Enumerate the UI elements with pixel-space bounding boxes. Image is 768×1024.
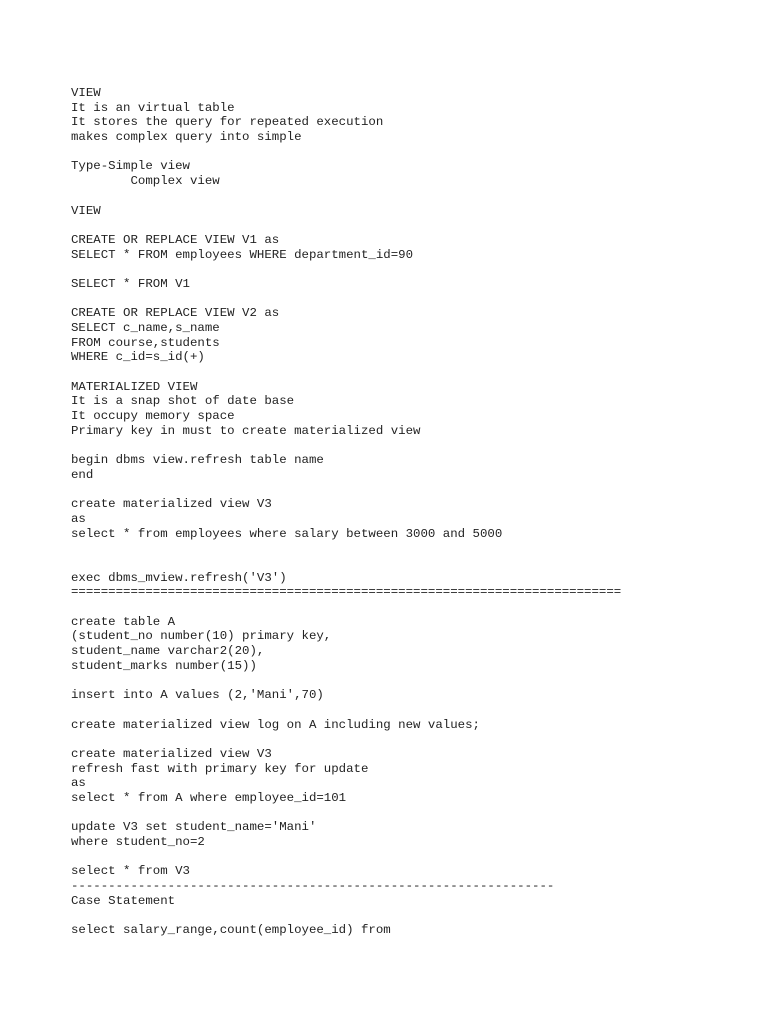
text-line: -----------------------------------------------------------------: [71, 879, 555, 894]
text-line: [71, 674, 731, 689]
text-line: SELECT c_name,s_name: [71, 321, 220, 335]
text-line: [71, 806, 731, 821]
text-line: [71, 439, 731, 454]
text-line: where student_no=2: [71, 835, 205, 850]
text-line: FROM course,students: [71, 335, 220, 350]
text-line: student_marks number(15)): [71, 658, 257, 673]
text-line: [71, 292, 731, 307]
text-line: [71, 189, 731, 204]
text-line: create table A: [71, 614, 176, 629]
text-line: [71, 541, 731, 556]
text-line: MATERIALIZED VIEW: [71, 379, 198, 394]
text-line: Type-Simple view: [71, 159, 190, 174]
text-line: WHERE c_id=s_id(+): [71, 350, 205, 365]
text-line: SELECT * FROM V1: [71, 276, 190, 291]
text-line: CREATE OR REPLACE VIEW V1 as: [71, 232, 280, 247]
text-line: ==========================================================================: [71, 585, 622, 600]
text-line: It is a snap shot of date base: [71, 394, 295, 409]
text-line: SELECT * FROM employees WHERE department_id=90: [71, 247, 414, 262]
text-line: [71, 145, 731, 160]
text-line: [71, 732, 731, 747]
text-line: student_name varchar2(20),: [71, 644, 265, 659]
text-line: VIEW: [71, 86, 101, 100]
text-line: [71, 556, 731, 571]
text-line: [71, 218, 731, 233]
text-line: select salary_range,count(employee_id) from: [71, 923, 391, 938]
text-line: Complex view: [71, 174, 220, 189]
text-line: [71, 850, 731, 865]
text-line: end: [71, 467, 94, 482]
text-line: CREATE OR REPLACE VIEW V2 as: [71, 306, 280, 321]
text-line: as: [71, 776, 86, 791]
text-line: Primary key in must to create materialized view: [71, 423, 421, 438]
document-body: [71, 86, 731, 938]
text-line: It stores the query for repeated execution: [71, 115, 384, 130]
text-line: [71, 262, 731, 277]
text-line: [71, 365, 731, 380]
text-line: create materialized view V3: [71, 497, 272, 512]
text-line: (student_no number(10) primary key,: [71, 629, 332, 644]
text-line: It is an virtual table: [71, 100, 235, 115]
text-line: refresh fast with primary key for update: [71, 761, 369, 776]
text-line: as: [71, 511, 86, 526]
text-line: [71, 909, 731, 924]
text-line: [71, 483, 731, 498]
text-line: exec dbms_mview.refresh('V3'): [71, 570, 287, 585]
text-line: [71, 703, 731, 718]
text-line: select * from employees where salary between 3000 and 5000: [71, 526, 503, 541]
text-line: makes complex query into simple: [71, 130, 302, 145]
text-line: It occupy memory space: [71, 409, 235, 424]
text-line: create materialized view log on A including new values;: [71, 717, 480, 732]
text-line: update V3 set student_name='Mani': [71, 820, 317, 835]
text-line: VIEW: [71, 203, 101, 218]
text-line: create materialized view V3: [71, 746, 272, 761]
text-line: Case Statement: [71, 893, 176, 908]
text-line: select * from V3: [71, 864, 190, 879]
text-line: [71, 600, 731, 615]
text-line: insert into A values (2,'Mani',70): [71, 688, 324, 703]
text-line: begin dbms view.refresh table name: [71, 453, 324, 468]
text-line: select * from A where employee_id=101: [71, 791, 347, 805]
